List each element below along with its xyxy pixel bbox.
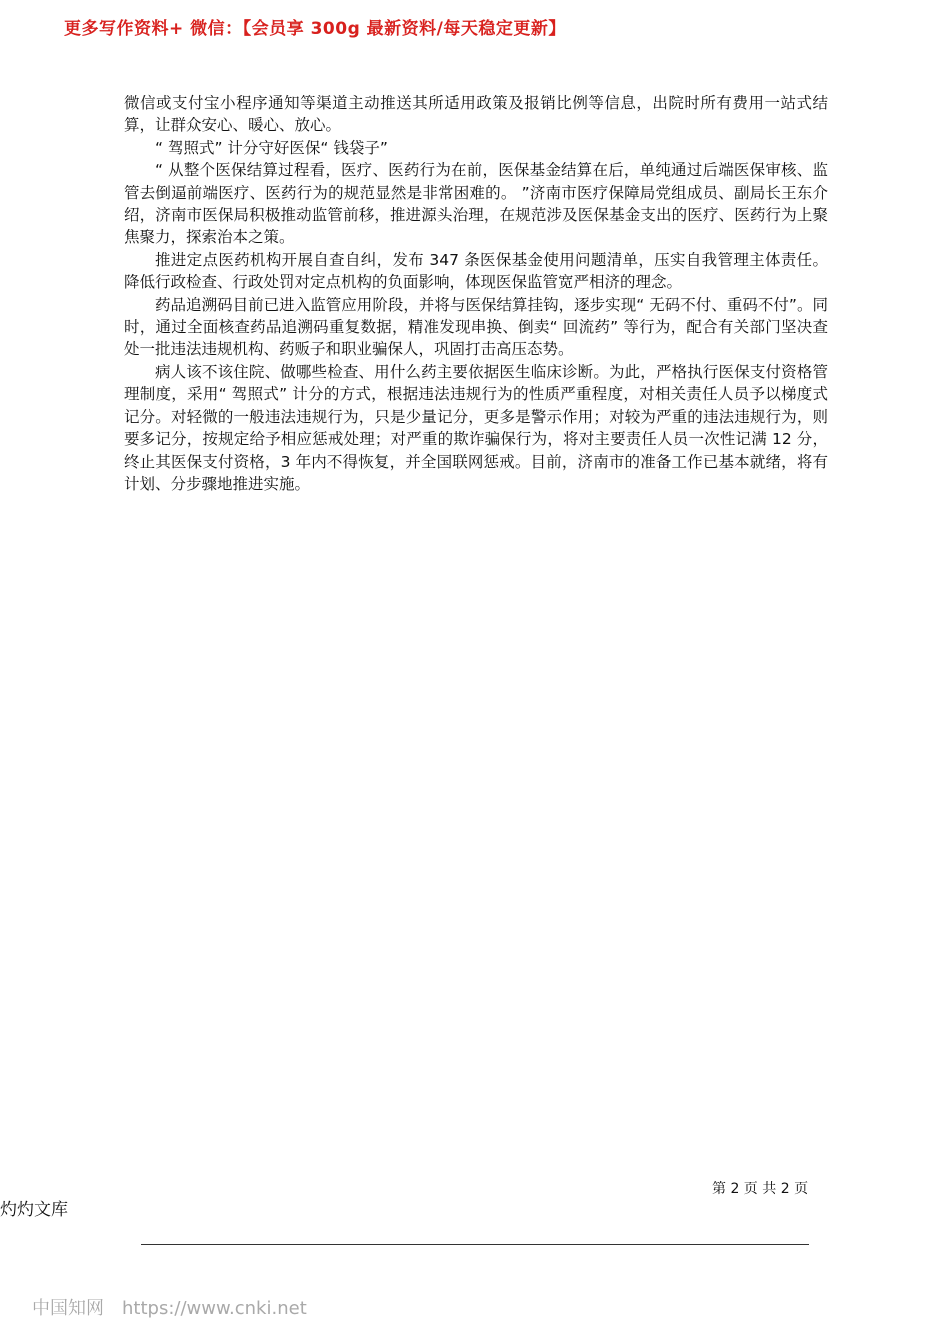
article-paragraph: 微信或支付宝小程序通知等渠道主动推送其所适用政策及报销比例等信息，出院时所有费用一站式结算，让群众安心、暖心、放心。 xyxy=(124,94,828,135)
promo-banner: 更多写作资料+ 微信：【会员享 300g 最新资料/每天稳定更新】 xyxy=(64,19,566,39)
watermark-site-name: 中国知网 xyxy=(32,1298,104,1319)
library-name: 灼灼文库 xyxy=(0,1200,68,1220)
footer-divider xyxy=(141,1244,809,1245)
section-heading: “ 驾照式” 计分守好医保“ 钱袋子” xyxy=(155,138,388,157)
article-paragraph: 病人该不该住院、做哪些检查、用什么药主要依据医生临床诊断。为此，严格执行医保支付资格管理制度，采用“ 驾照式” 计分的方式，根据违法违规行为的性质严重程度，对相关责任人员予以梯度式记分。对轻微的一般违法违规行为，只是少量记分，更多是警示作用；对较为严重的违法违规行为，则要多记分，按规定给予相应惩戒处理；对严重的欺诈骗保行为，将对主要责任人员一次性记满 12 分，终止其医保支付资格，3 年内不得恢复，并全国联网惩戒。目前，济南市的准备工作已基本就绪，将有计划、分步骤地推进实施。 xyxy=(124,362,828,493)
watermark-url: https://www.cnki.net xyxy=(122,1298,307,1319)
article-paragraph: 药品追溯码目前已进入监管应用阶段，并将与医保结算挂钩，逐步实现“ 无码不付、重码不付”。同时，通过全面核查药品追溯码重复数据，精准发现串换、倒卖“ 回流药” 等行为，配合有关部门坚决查处一批违法违规机构、药贩子和职业骗保人，巩固打击高压态势。 xyxy=(124,295,828,359)
watermark xyxy=(32,1294,307,1320)
article-paragraph: “ 从整个医保结算过程看，医疗、医药行为在前，医保基金结算在后，单纯通过后端医保审核、监管去倒逼前端医疗、医药行为的规范显然是非常困难的。 ”济南市医疗保障局党组成员、副局长王东介绍，济南市医保局积极推动监管前移，推进源头治理，在规范涉及医保基金支出的医疗、医药行为上聚焦聚力，探索治本之策。 xyxy=(124,161,828,247)
page-number: 第 2 页 共 2 页 xyxy=(712,1181,809,1197)
article-body xyxy=(124,92,828,495)
article-paragraph: 推进定点医药机构开展自查自纠，发布 347 条医保基金使用问题清单，压实自我管理主体责任。降低行政检查、行政处罚对定点机构的负面影响，体现医保监管宽严相济的理念。 xyxy=(124,250,828,292)
